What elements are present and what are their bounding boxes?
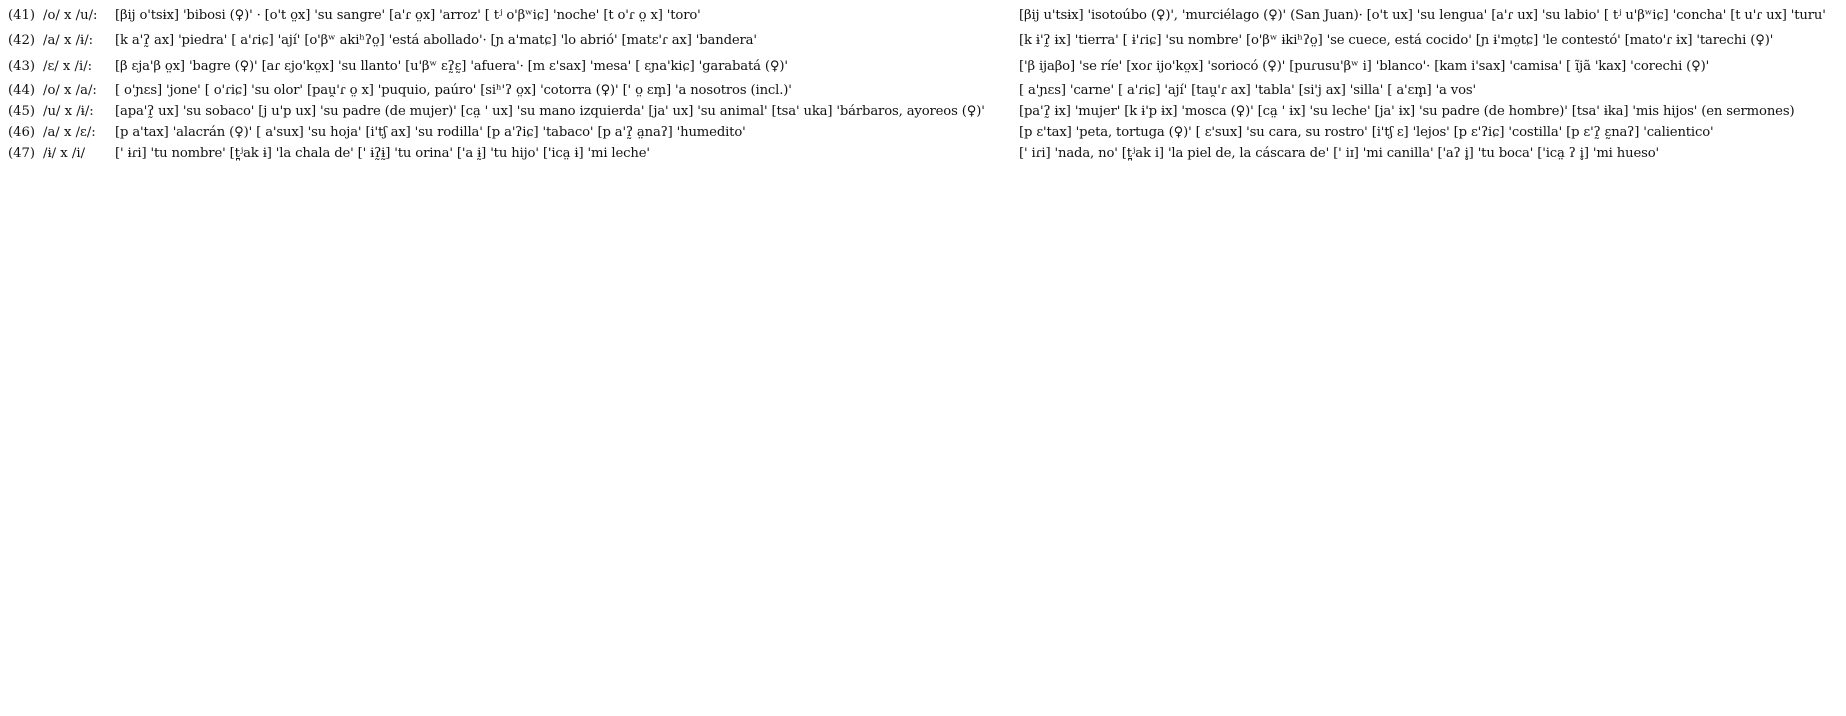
phoneme-contrast: /o/ x /a/: bbox=[43, 83, 97, 98]
example-number: (45) bbox=[8, 104, 36, 119]
example-number: (42) bbox=[8, 33, 36, 48]
example-row-41 bbox=[0, 5, 1846, 27]
example-number: (43) bbox=[8, 59, 36, 74]
minimal-pair-left: [' ɨɾi] 'tu nombre' [t̪ʲak ɨ] 'la chala de' [' ɨʔ̰ɨ̰] 'tu orina' ['a ɨ̰] 'tu hijo' ['ica̤ ɨ] 'mi leche' bbox=[115, 146, 650, 161]
example-row-42 bbox=[0, 30, 1846, 52]
example-row-45 bbox=[0, 101, 1846, 123]
minimal-pair-left: [p a'tax] 'alacrán (♀)' [ a'sux] 'su hoja' [i'tʃ ax] 'su rodilla' [p a'ʔiɕ] 'tabaco' [p a'ʔ̰ a̤naʔ] 'humedito' bbox=[115, 125, 746, 140]
example-number: (44) bbox=[8, 83, 36, 98]
minimal-pair-left: [β ɛja'β o̤x] 'bagre (♀)' [aɾ ɛjo'ko̤x] 'su llanto' [u'βʷ ɛʔ̰ɛ̰] 'afuera'· [m ɛ'sax] 'mesa' [ ɛɲa'kiɕ] 'garabatá (♀)' bbox=[115, 59, 788, 74]
example-row-47 bbox=[0, 143, 1846, 165]
minimal-pair-right: [' iɾi] 'nada, no' [t̪ʲak i] 'la piel de, la cáscara de' [' iɪ] 'mi canilla' ['aʔ i̥] 'tu boca' ['ica̤ ʔ i̥] 'mi hueso' bbox=[1019, 146, 1660, 161]
phoneme-contrast: /a/ x /ɨ/: bbox=[43, 33, 94, 48]
minimal-pair-right: [βij u'tsɨx] 'isotoúbo (♀)', 'murciélago (♀)' (San Juan)· [o't ux] 'su lengua' [a'ɾ ux] 'su labio' [ tʲ u'βʷiɕ] 'concha' [t u'ɾ ux] 'turu' bbox=[1019, 8, 1826, 23]
phoneme-contrast: /ɛ/ x /i/: bbox=[43, 59, 93, 74]
minimal-pair-right: [ a'ɲɛs] 'carne' [ a'ɾiɕ] 'ají' [tau̯'ɾ ax] 'tabla' [si'j ax] 'silla' [ a'ɛm̥] 'a vos' bbox=[1019, 83, 1476, 98]
minimal-pair-left: [ o'ɲɛs] 'jone' [ o'ɾiɕ] 'su olor' [pau̯'ɾ o̤ x] 'puquio, paúro' [siʰ'ʔ o̤x] 'cotorra (♀)' [' o̤ ɛm̥] 'a nosotros (incl.)' bbox=[115, 83, 792, 98]
minimal-pair-right: [p ɛ'tax] 'peta, tortuga (♀)' [ ɛ'sux] 'su cara, su rostro' [i'tʃ ɛ] 'lejos' [p ɛ'ʔiɕ] 'costilla' [p ɛ'ʔ̰ ɛ̰naʔ] 'calientico' bbox=[1019, 125, 1714, 140]
phoneme-contrast: /u/ x /ɨ/: bbox=[43, 104, 94, 119]
minimal-pair-left: [apa'ʔ̰ ux] 'su sobaco' [j u'p ux] 'su padre (de mujer)' [ca̤ ' ux] 'su mano izquierda' [ja' ux] 'su animal' [tsa' uka] 'bárbaros, ayoreos (♀)' bbox=[115, 104, 985, 119]
minimal-pair-right: [k ɨ'ʔ̰ ɨx] 'tierra' [ ɨ'ɾiɕ] 'su nombre' [o'βʷ ɨkiʰʔo̤] 'se cuece, está cocido' [ɲ ɨ'mo̤tɕ] 'le contestó' [mato'ɾ ɨx] 'tarechi (♀)' bbox=[1019, 33, 1774, 48]
example-row-43 bbox=[0, 56, 1846, 78]
example-number: (46) bbox=[8, 125, 36, 140]
minimal-pair-left: [βij o'tsɨx] 'bibosi (♀)' · [o't o̤x] 'su sangre' [a'ɾ o̤x] 'arroz' [ tʲ o'βʷiɕ] 'noche' [t o'ɾ o̤ x] 'toro' bbox=[115, 8, 701, 23]
example-number: (47) bbox=[8, 146, 36, 161]
minimal-pair-right: [pa'ʔ̰ ɨx] 'mujer' [k ɨ'p ɨx] 'mosca (♀)' [ca̤ ' ɨx] 'su leche' [ja' ɨx] 'su padre (de hombre)' [tsa' ɨka] 'mis hijos' (en sermones) bbox=[1019, 104, 1795, 119]
phoneme-contrast: /o/ x /u/: bbox=[43, 8, 98, 23]
phoneme-contrast: /a/ x /ɛ/: bbox=[43, 125, 96, 140]
example-row-44 bbox=[0, 80, 1846, 102]
example-row-46 bbox=[0, 122, 1846, 144]
phoneme-contrast: /ɨ/ x /i/ bbox=[43, 146, 86, 161]
minimal-pair-left: [k a'ʔ̰ ax] 'piedra' [ a'ɾiɕ] 'ají' [o'βʷ akiʰʔo̤] 'está abollado'· [ɲ a'matɕ] 'lo abrió' [matɛ'ɾ ax] 'bandera' bbox=[115, 33, 757, 48]
minimal-pair-right: ['β ijaβo] 'se ríe' [xoɾ ijo'ko̤x] 'soriocó (♀)' [puɾusu'βʷ i] 'blanco'· [kam i'sax] 'camisa' [ ĩjã 'kax] 'corechi (♀)' bbox=[1019, 59, 1710, 74]
example-number: (41) bbox=[8, 8, 36, 23]
